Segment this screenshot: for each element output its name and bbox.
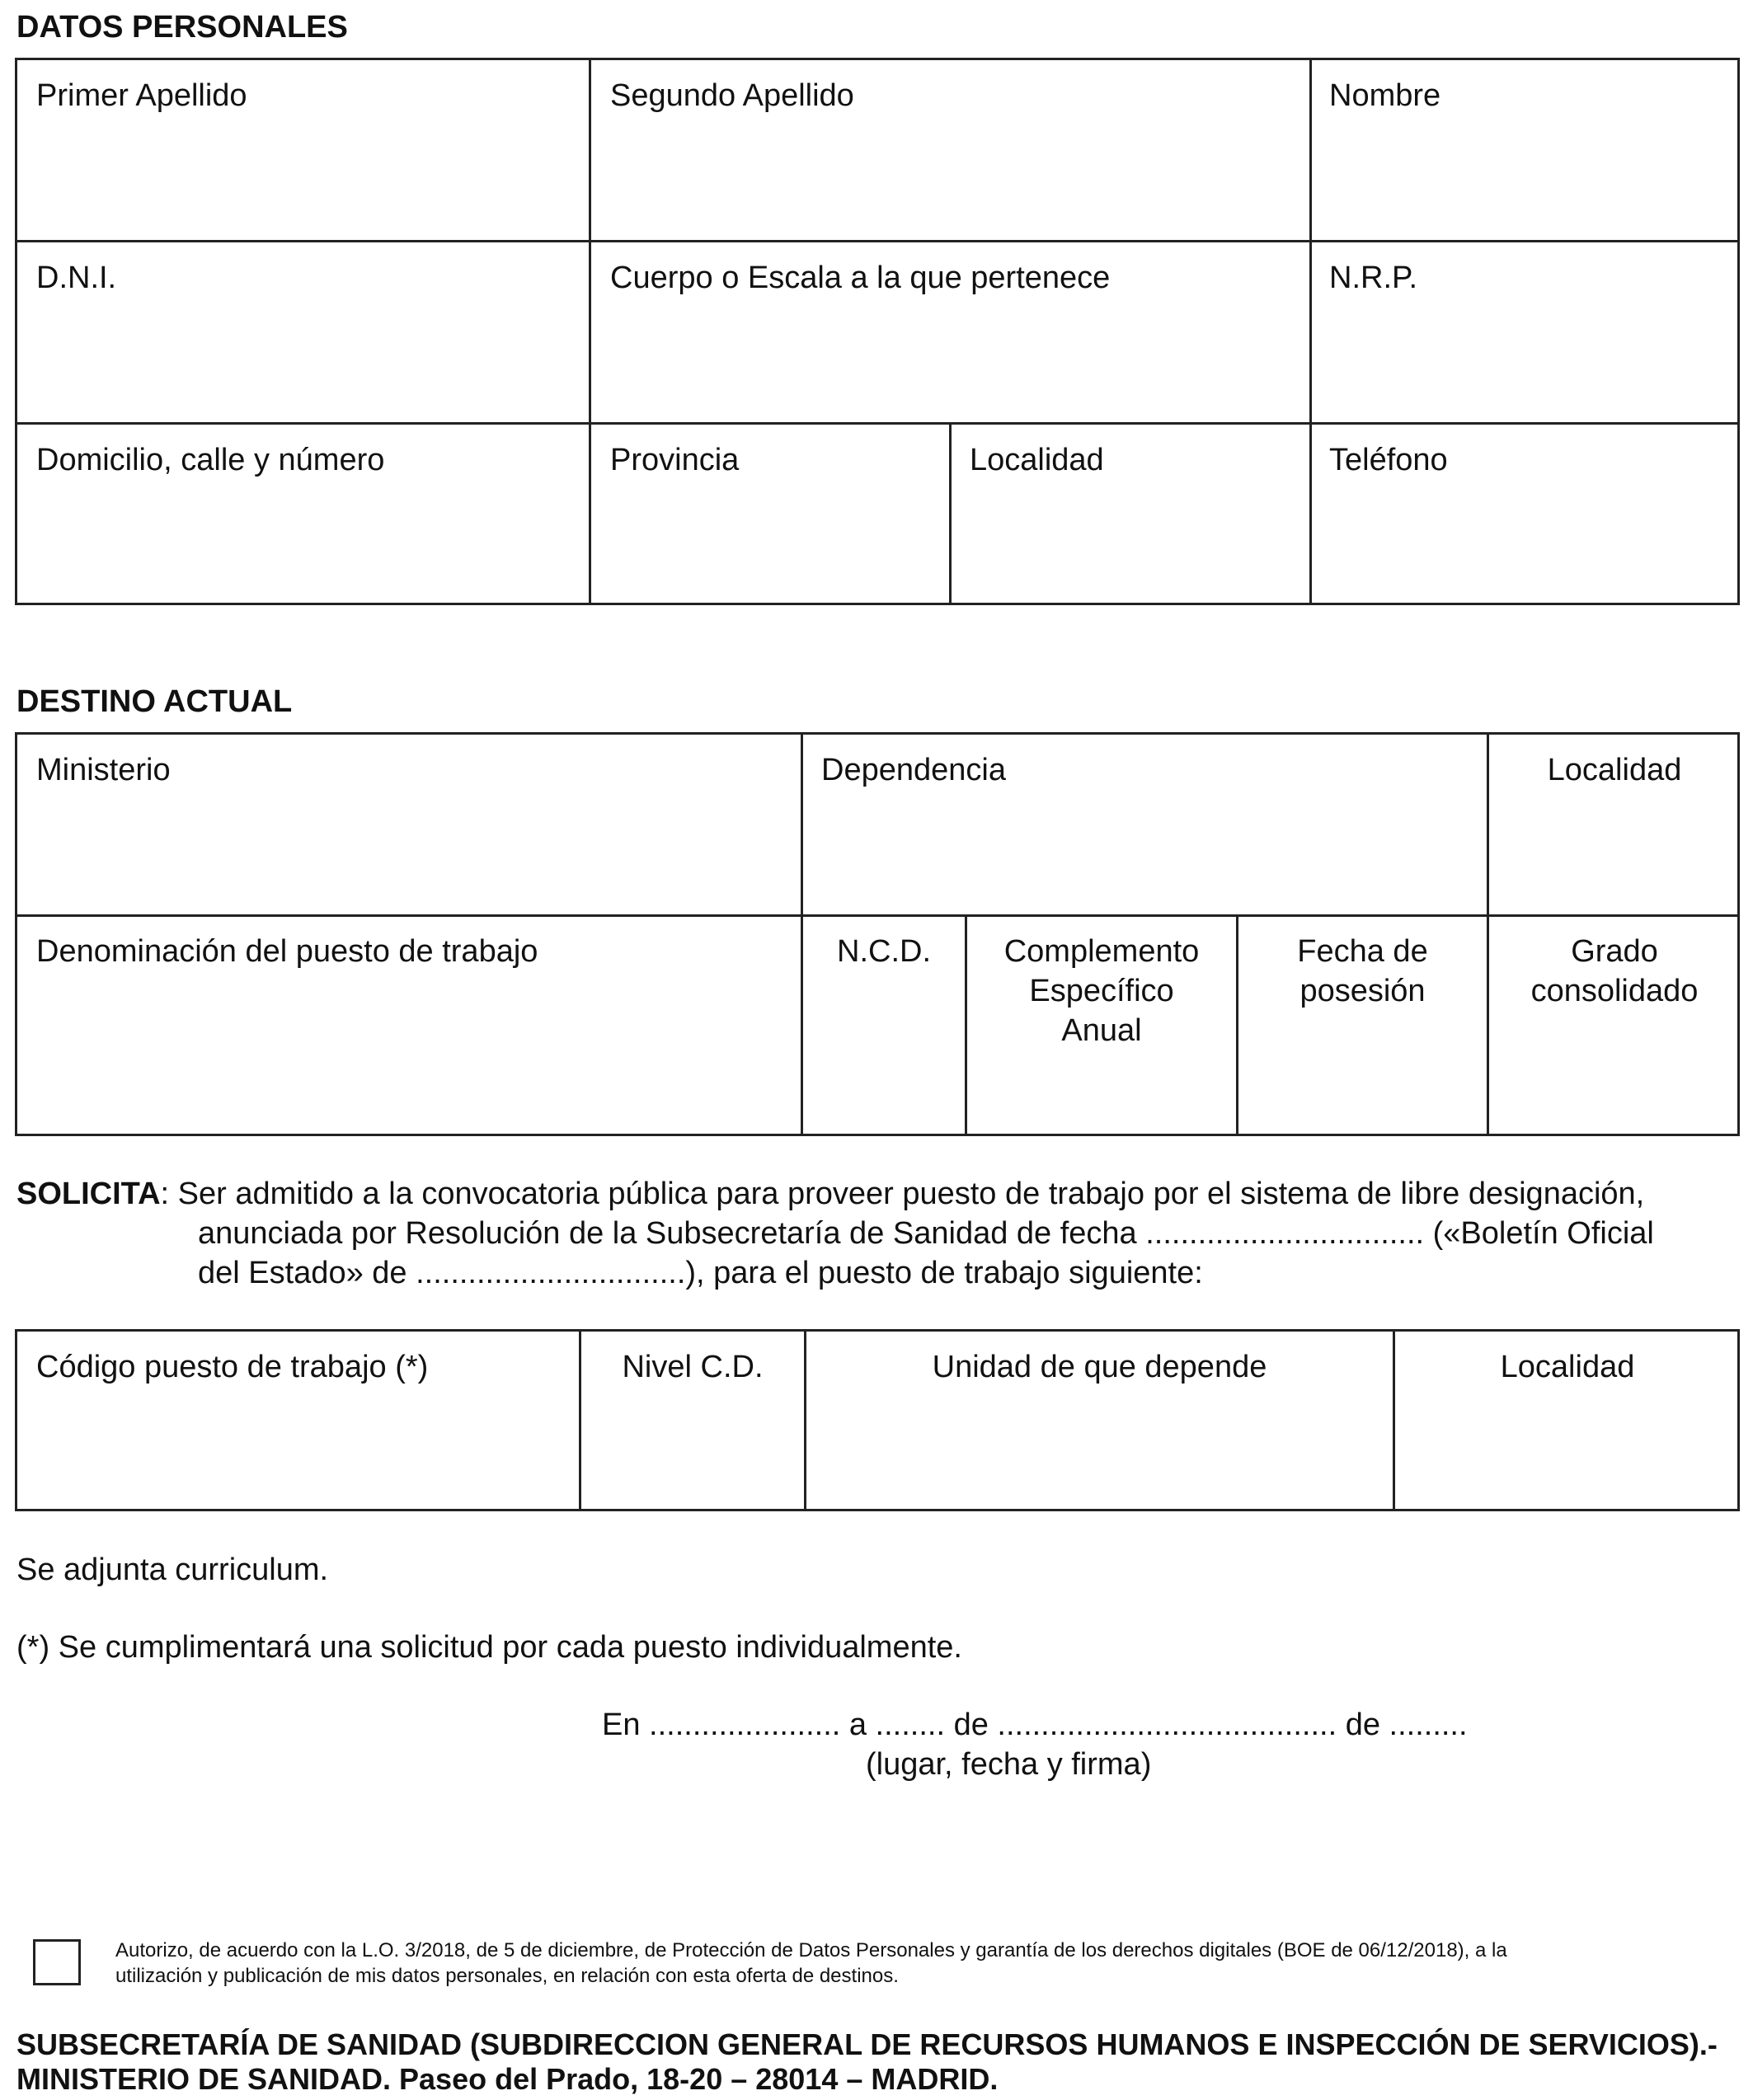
field-localidad[interactable]: Localidad <box>970 443 1104 477</box>
field-fecha-posesion[interactable] <box>1238 932 1487 1011</box>
signature-caption: (lugar, fecha y firma) <box>866 1747 1152 1782</box>
solicita-line-2: anunciada por Resolución de la Subsecretaría de Sanidad de fecha ................................ («Boletín Oficial <box>198 1216 1654 1251</box>
grado-line-2: consolidado <box>1530 974 1699 1008</box>
table-column-divider <box>1309 58 1312 605</box>
field-codigo-puesto[interactable]: Código puesto de trabajo (*) <box>36 1350 429 1384</box>
field-unidad-depende[interactable]: Unidad de que depende <box>932 1350 1267 1384</box>
fecha-line-1: Fecha de <box>1297 934 1428 969</box>
curriculum-note: Se adjunta curriculum. <box>16 1553 329 1587</box>
field-cuerpo-escala[interactable]: Cuerpo o Escala a la que pertenece <box>610 261 1111 295</box>
table-row-divider <box>15 240 1740 242</box>
footer-line-2: MINISTERIO DE SANIDAD. Paseo del Prado, 18-20 – 28014 – MADRID. <box>16 2062 999 2096</box>
table-row-divider <box>15 422 1740 425</box>
field-dependencia[interactable]: Dependencia <box>821 753 1006 787</box>
grado-line-1: Grado <box>1571 934 1658 969</box>
consent-text-line-1: Autorizo, de acuerdo con la L.O. 3/2018, de 5 de diciembre, de Protección de Datos Personales y garantía de los derechos digitales (BOE de 06/12/2018), a la <box>115 1939 1507 1961</box>
solicita-line-1 <box>16 1174 1644 1214</box>
field-nivel-cd[interactable]: Nivel C.D. <box>622 1350 764 1384</box>
field-domicilio[interactable]: Domicilio, calle y número <box>36 443 385 477</box>
section-title-destino-actual: DESTINO ACTUAL <box>16 684 293 719</box>
complemento-line-2: Específico <box>1029 974 1174 1008</box>
table-column-divider <box>949 422 952 605</box>
table-row-divider <box>15 914 1740 917</box>
table-column-divider <box>589 58 591 605</box>
field-localidad-puesto[interactable]: Localidad <box>1500 1350 1635 1384</box>
complemento-line-1: Complemento <box>1003 934 1200 969</box>
asterisk-note: (*) Se cumplimentará una solicitud por cada puesto individualmente. <box>16 1630 962 1665</box>
field-denominacion-puesto[interactable]: Denominación del puesto de trabajo <box>36 934 538 969</box>
section-title-datos-personales: DATOS PERSONALES <box>16 10 348 45</box>
solicita-label: SOLICITA <box>16 1177 161 1211</box>
solicita-line-3: del Estado» de ...............................), para el puesto de trabajo siguiente: <box>198 1256 1203 1290</box>
field-complemento-especifico[interactable] <box>967 932 1236 1050</box>
field-nrp[interactable]: N.R.P. <box>1329 261 1418 295</box>
field-dni[interactable]: D.N.I. <box>36 261 117 295</box>
field-localidad-destino[interactable]: Localidad <box>1547 753 1682 787</box>
field-provincia[interactable]: Provincia <box>610 443 740 477</box>
field-segundo-apellido[interactable]: Segundo Apellido <box>610 78 854 113</box>
consent-checkbox[interactable] <box>33 1939 81 1985</box>
footer-line-1: SUBSECRETARÍA DE SANIDAD (SUBDIRECCION GENERAL DE RECURSOS HUMANOS E INSPECCIÓN DE SERVICIOS).- <box>16 2027 1718 2061</box>
field-ministerio[interactable]: Ministerio <box>36 753 171 787</box>
datos-personales-table <box>15 58 1740 605</box>
consent-text-line-2: utilización y publicación de mis datos personales, en relación con esta oferta de destinos. <box>115 1965 899 1987</box>
field-grado-consolidado[interactable] <box>1489 932 1740 1011</box>
solicita-text-1: : Ser admitido a la convocatoria pública para proveer puesto de trabajo por el sistema de libre designación, <box>160 1177 1645 1211</box>
field-primer-apellido[interactable]: Primer Apellido <box>36 78 247 113</box>
complemento-line-3: Anual <box>1061 1013 1142 1048</box>
field-telefono[interactable]: Teléfono <box>1329 443 1448 477</box>
field-nombre[interactable]: Nombre <box>1329 78 1441 113</box>
field-ncd[interactable]: N.C.D. <box>837 934 931 969</box>
place-date-line[interactable]: En ...................... a ........ de ....................................... de ......... <box>602 1708 1468 1742</box>
fecha-line-2: posesión <box>1299 974 1426 1008</box>
